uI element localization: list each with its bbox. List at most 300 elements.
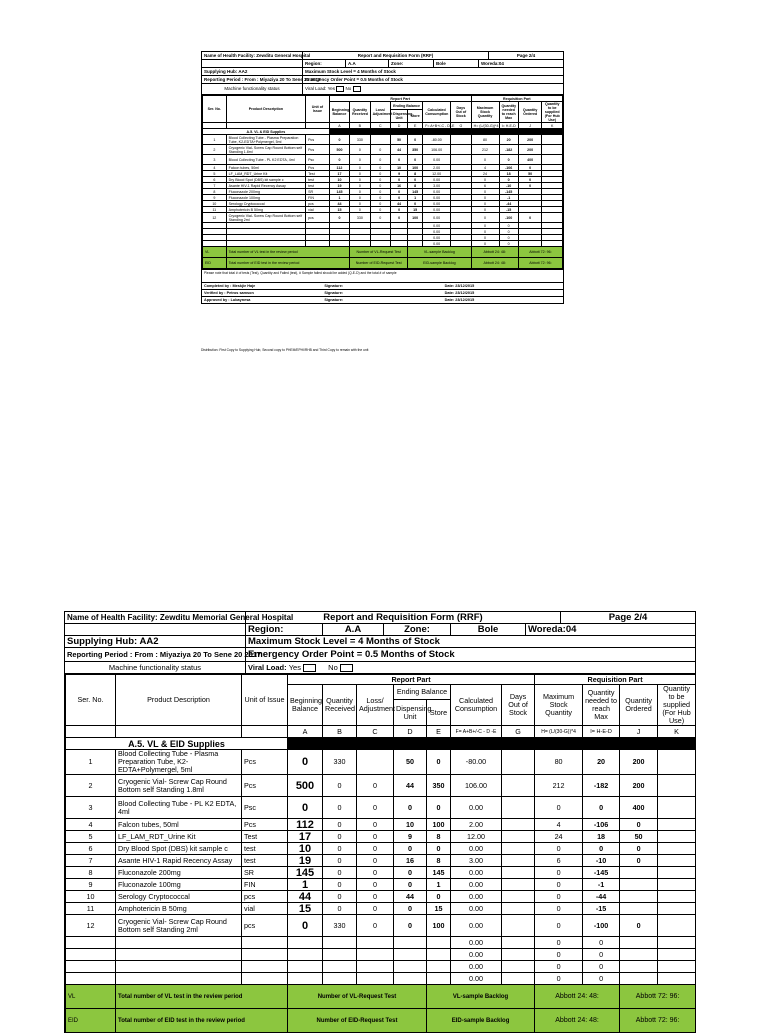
dispensing-unit: 0 xyxy=(394,903,427,915)
maximum-stock-quantity: 0 xyxy=(535,903,583,915)
machine-status-label: Machine functionality status xyxy=(65,662,246,673)
days-out-of-stock xyxy=(502,843,535,855)
yes-label: Yes xyxy=(288,663,301,672)
table-row xyxy=(66,843,696,855)
calculated-consumption: 3.00 xyxy=(423,183,451,189)
quantity-ordered: 0 xyxy=(620,819,658,831)
section-title: A.5. VL & EID Supplies xyxy=(66,738,288,750)
ending-balance: Ending Balance xyxy=(390,102,422,110)
quantity-received: 0 xyxy=(350,195,370,201)
quantity-needed: -106 xyxy=(583,819,620,831)
empty-row xyxy=(66,949,696,961)
maximum-stock-quantity: 0 xyxy=(535,915,583,937)
header-row-period xyxy=(65,648,695,662)
maximum-stock-quantity: 0 xyxy=(535,843,583,855)
days-out-of-stock xyxy=(451,145,471,155)
no-checkbox[interactable] xyxy=(353,86,361,92)
loss-adjustment: 0 xyxy=(357,915,394,937)
requisition-part: Requisition Part xyxy=(535,675,696,685)
dispensing-unit: 0 xyxy=(390,177,407,183)
product-description: Asante HIV-1 Rapid Recency Assay xyxy=(226,183,306,189)
calculated-consumption: 12.00 xyxy=(451,831,502,843)
loss-adjustment: 0 xyxy=(370,207,390,213)
days-out-of-stock xyxy=(502,831,535,843)
maximum-stock-quantity: 0 xyxy=(471,195,499,201)
maximum-stock-quantity: 80 xyxy=(535,750,583,775)
quantity-ordered: 200 xyxy=(518,145,542,155)
product-description: Falcon tubes, 50ml xyxy=(226,165,306,171)
calculated-consumption: 0.00 xyxy=(451,879,502,891)
beginning-balance: 17 xyxy=(288,831,323,843)
unit-of-issue: vial xyxy=(306,207,330,213)
store: 1 xyxy=(408,195,423,201)
unit-of-issue: Test xyxy=(242,831,288,843)
loss-adjustment: 0 xyxy=(370,177,390,183)
beginning-balance: 0 xyxy=(288,797,323,819)
calculated-consumption: -80.00 xyxy=(423,135,451,145)
quantity-supplied xyxy=(542,135,563,145)
yes-checkbox[interactable] xyxy=(336,86,344,92)
product-description: Fluconazole 100mg xyxy=(226,195,306,201)
ser-no: 10 xyxy=(203,201,227,207)
product-description: Asante HIV-1 Rapid Recency Assay xyxy=(116,855,242,867)
region-value: A.A xyxy=(346,60,389,67)
beginning-balance: 145 xyxy=(329,189,349,195)
ser-no: 11 xyxy=(203,207,227,213)
zone-label: Zone: xyxy=(389,60,434,67)
col-unit: Unit of Issue xyxy=(306,96,330,123)
facility-name: Name of Health Facility: Zewditu General Hospital xyxy=(204,53,311,58)
unit-of-issue: pcs xyxy=(242,891,288,903)
quantity-needed: 0 xyxy=(583,973,620,985)
max-stock-level: Maximum Stock Level = 4 Months of Stock xyxy=(248,636,440,647)
table-row xyxy=(66,867,696,879)
reporting-period: Reporting Period : From : Miyaziya 20 To Sene 20 2017 xyxy=(67,650,262,659)
unit-of-issue: FIN xyxy=(306,195,330,201)
quantity-ordered: 50 xyxy=(518,171,542,177)
days-out-of-stock xyxy=(502,915,535,937)
yes-checkbox[interactable] xyxy=(303,664,316,672)
product-description: Amphotericin B 50mg xyxy=(226,207,306,213)
dispensing-unit: 44 xyxy=(390,145,407,155)
beginning-balance: 19 xyxy=(329,183,349,189)
table-row xyxy=(66,750,696,775)
beginning-balance: 0 xyxy=(288,915,323,937)
quantity-ordered xyxy=(620,891,658,903)
page-number: Page 2/4 xyxy=(516,53,536,58)
col-desc: Product Description xyxy=(116,675,242,726)
unit-of-issue: test xyxy=(306,183,330,189)
maximum-stock-quantity: 4 xyxy=(535,819,583,831)
product-description: Cryogenic Vial- Screw Cap Round Bottom self Standing 1.8ml xyxy=(116,775,242,797)
store: 8 xyxy=(427,831,451,843)
form-title: Report and Requisition Form (RRF) xyxy=(303,52,489,59)
quantity-received: 0 xyxy=(323,879,357,891)
header-row-period xyxy=(202,76,563,84)
quantity-needed: 18 xyxy=(499,171,518,177)
quantity-needed: 20 xyxy=(499,135,518,145)
days-out-of-stock xyxy=(502,903,535,915)
table-row xyxy=(66,831,696,843)
dispensing-unit: 9 xyxy=(390,171,407,177)
quantity-received: 0 xyxy=(350,207,370,213)
calculated-consumption: 0.00 xyxy=(423,213,451,223)
quantity-needed: 0 xyxy=(499,155,518,165)
quantity-received: 0 xyxy=(323,843,357,855)
product-description: Fluconazole 200mg xyxy=(116,867,242,879)
quantity-received: 0 xyxy=(350,183,370,189)
beginning-balance: 1 xyxy=(288,879,323,891)
calculated-consumption: 0.00 xyxy=(423,201,451,207)
ser-no: 10 xyxy=(66,891,116,903)
loss-adjustment xyxy=(357,750,394,775)
unit-of-issue: test xyxy=(242,855,288,867)
ser-no: 12 xyxy=(203,213,227,223)
quantity-received: 0 xyxy=(323,891,357,903)
ser-no: 7 xyxy=(66,855,116,867)
quantity-received: 0 xyxy=(350,171,370,177)
table-row xyxy=(66,891,696,903)
beginning-balance: 500 xyxy=(329,145,349,155)
store: 0 xyxy=(427,843,451,855)
dispensing-unit: 16 xyxy=(390,183,407,189)
empty-row xyxy=(66,937,696,949)
unit-of-issue: Pcs xyxy=(306,165,330,171)
header-row-title xyxy=(65,612,695,624)
quantity-ordered: 0 xyxy=(620,843,658,855)
ser-no: 1 xyxy=(203,135,227,145)
ser-no: 7 xyxy=(203,183,227,189)
store: 15 xyxy=(408,207,423,213)
supplies-table-small: Ser. No. Product Description Unit of Issue Report Part Requisition Part Beginning Balance Quantity Received Loss/ Adjustment Ending Balance Calculated Consumption Days Out of Stock Maximum Stock Quantity Quantity needed to reach Max Quantity Ordered Quantity to be supplied (For Hub Use) Dispensing Unit Store A B C D E F= A+B+/-C - D -E G H= (L/(30-G))*4 I= H-E-D J K A.5. VL & EID Supplies 1 Blood Collecting Tube - Plasma Preparation Tube, K2-EDTA+Polymergel, 5ml Pcs 0 330 50 0 -80.00 80 20 200 2 Cryogenic Vial- Screw Cap Round Bottom self Standing 1.8ml Pcs 500 0 0 44 350 106.00 212 -182 200 3 Blood Collecting Tube - PL K2 EDTA, 4ml Psc 0 0 0 0 0 0.00 0 0 400 4 Falcon tubes, 50ml Pcs 112 0 0 10 100 2.00 4 -106 0 5 LF_LAM_RDT_Urine Kit Test 17 0 0 9 8 12.00 24 18 50 6 Dry Blood Spot (DBS) kit sample c test 10 0 0 0 0 0.00 0 0 0 7 Asante HIV-1 Rapid Recency Assay test 19 0 0 16 8 3.00 6 -10 0 8 Fluconazole 200mg SR 145 0 0 0 145 0.00 0 -145 9 Fluconazole 100mg FIN 1 0 0 0 1 0.00 0 -1 10 Serology Cryptococcal pcs 44 0 0 44 0 0.00 0 -44 11 Amphotericin B 50mg vial 15 0 0 0 15 0.00 0 -15 12 Cryogenic Vial- Screw Cap Round Bottom self Standing 2ml pcs 0 330 0 0 100 0.00 0 -100 0 0.00 0 0 0.00 0 0 0.00 0 0 0.00 0 0 VL Total number of VL test in the review period Number of VL-Request Test VL-sample Backlog Abbott 24: 48: Abbott 72: 96: EID Total number of EID test in the review period Number of EID-Request Test EID-sample Backlog Abbott 24: 48: Abbott 72: 96: xyxy=(202,95,563,269)
calculated-consumption: 0.00 xyxy=(423,195,451,201)
quantity-needed: 20 xyxy=(583,750,620,775)
loss-adjustment: 0 xyxy=(370,183,390,189)
beginning-balance: 0 xyxy=(329,155,349,165)
calculated-consumption: 0.00 xyxy=(451,915,502,937)
calculated-consumption: 0.00 xyxy=(451,937,502,949)
quantity-needed: -44 xyxy=(583,891,620,903)
quantity-needed: 0 xyxy=(583,937,620,949)
quantity-received: 330 xyxy=(323,915,357,937)
quantity-supplied xyxy=(542,145,563,155)
quantity-supplied xyxy=(542,213,563,223)
loss-adjustment: 0 xyxy=(370,155,390,165)
days-out-of-stock xyxy=(502,775,535,797)
calculated-consumption: 0.00 xyxy=(451,843,502,855)
quantity-needed: -1 xyxy=(499,195,518,201)
calculated-consumption: 0.00 xyxy=(423,207,451,213)
calculated-consumption: 2.00 xyxy=(451,819,502,831)
ser-no: 9 xyxy=(203,195,227,201)
yes-label: Yes xyxy=(327,86,335,91)
ending-balance: Ending Balance xyxy=(394,685,451,700)
max-stock-level: Maximum Stock Level = 4 Months of Stock xyxy=(305,69,396,74)
dispensing-unit: 0 xyxy=(394,797,427,819)
quantity-received: 0 xyxy=(323,775,357,797)
quantity-ordered: 0 xyxy=(620,855,658,867)
beginning-balance: 10 xyxy=(329,177,349,183)
eid-footer-row: EID Total number of EID test in the review period Number of EID-Request Test EID-sample Backlog Abbott 24: 48: Abbott 72: 96: xyxy=(203,258,563,269)
maximum-stock-quantity: 4 xyxy=(471,165,499,171)
store: 100 xyxy=(427,915,451,937)
beginning-balance: 0 xyxy=(329,213,349,223)
calculated-consumption: 0.00 xyxy=(423,241,451,247)
quantity-supplied xyxy=(658,775,696,797)
ser-no: 9 xyxy=(66,879,116,891)
dispensing-unit: 16 xyxy=(394,855,427,867)
quantity-ordered: 0 xyxy=(518,183,542,189)
page-number: Page 2/4 xyxy=(608,612,648,623)
section-title: A.5. VL & EID Supplies xyxy=(203,129,330,135)
col-ser: Ser. No. xyxy=(203,96,227,123)
emergency-order-point: Emergency Order Point = 0.5 Months of Stock xyxy=(305,77,403,82)
rrf-form-large xyxy=(64,611,696,1033)
product-description: Cryogenic Vial- Screw Cap Round Bottom self Standing 1.8ml xyxy=(226,145,306,155)
dispensing-unit: 44 xyxy=(394,891,427,903)
beginning-balance: 44 xyxy=(288,891,323,903)
beginning-balance: 112 xyxy=(329,165,349,171)
calculated-consumption: 0.00 xyxy=(451,891,502,903)
maximum-stock-quantity: 0 xyxy=(471,155,499,165)
beginning-balance: 44 xyxy=(329,201,349,207)
beginning-balance: 15 xyxy=(288,903,323,915)
supplying-hub: Supplying Hub: AA2 xyxy=(202,68,303,75)
ser-no: 3 xyxy=(203,155,227,165)
beginning-balance: 0 xyxy=(288,750,323,775)
product-description: Fluconazole 100mg xyxy=(116,879,242,891)
region-value: A.A xyxy=(323,624,384,635)
report-part: Report Part xyxy=(329,96,471,102)
supplies-table-large: Ser. No. Product Description Unit of Issue Report Part Requisition Part Beginning Balance Quantity Received Loss/ Adjustment Ending Balance Calculated Consumption Days Out of Stock Maximum Stock Quantity Quantity needed to reach Max Quantity Ordered Quantity to be supplied (For Hub Use) Dispensing Unit Store A B C D E F= A+B+/-C - D -E G H= (L/(30-G))*4 I= H-E-D J K A.5. VL & EID Supplies 1 Blood Collecting Tube - Plasma Preparation Tube, K2-EDTA+Polymergel, 5ml Pcs 0 330 50 0 -80.00 80 20 200 2 Cryogenic Vial- Screw Cap Round Bottom self Standing 1.8ml Pcs 500 0 0 44 350 106.00 212 -182 200 3 Blood Collecting Tube - PL K2 EDTA, 4ml Psc 0 0 0 0 0 0.00 0 0 400 4 Falcon tubes, 50ml Pcs 112 0 0 10 100 2.00 4 -106 0 5 LF_LAM_RDT_Urine Kit Test 17 0 0 9 8 12.00 24 18 50 6 Dry Blood Spot (DBS) kit sample c test 10 0 0 0 0 0.00 0 0 0 7 Asante HIV-1 Rapid Recency Assay test 19 0 0 16 8 3.00 6 -10 0 8 Fluconazole 200mg SR 145 0 0 0 145 0.00 0 -145 9 Fluconazole 100mg FIN 1 0 0 0 1 0.00 0 -1 10 Serology Cryptococcal pcs 44 0 0 44 0 0.00 0 -44 11 Amphotericin B 50mg vial 15 0 0 0 15 0.00 0 -15 12 Cryogenic Vial- Screw Cap Round Bottom self Standing 2ml pcs 0 330 0 0 100 0.00 0 -100 0 0.00 0 0 0.00 0 0 0.00 0 0 0.00 0 0 VL Total number of VL test in the review period Number of VL-Request Test VL-sample Backlog Abbott 24: 48: Abbott 72: 96: EID Total number of EID test in the review period Number of EID-Request Test EID-sample Backlog Abbott 24: 48: Abbott 72: 96: xyxy=(65,674,696,1033)
quantity-received: 0 xyxy=(350,189,370,195)
no-checkbox[interactable] xyxy=(340,664,353,672)
quantity-needed: -15 xyxy=(499,207,518,213)
loss-adjustment: 0 xyxy=(370,171,390,177)
quantity-ordered xyxy=(620,879,658,891)
loss-adjustment: 0 xyxy=(357,775,394,797)
requisition-part: Requisition Part xyxy=(471,96,562,102)
store: 145 xyxy=(408,189,423,195)
col-unit: Unit of Issue xyxy=(242,675,288,726)
quantity-received: 0 xyxy=(350,177,370,183)
ser-no: 4 xyxy=(203,165,227,171)
loss-adjustment: 0 xyxy=(370,145,390,155)
quantity-needed: -44 xyxy=(499,201,518,207)
calculated-consumption: 3.00 xyxy=(451,855,502,867)
maximum-stock-quantity: 0 xyxy=(471,207,499,213)
unit-of-issue: Pcs xyxy=(242,819,288,831)
maximum-stock-quantity: 0 xyxy=(471,177,499,183)
store: 8 xyxy=(427,855,451,867)
verified-row: Verified by : Petros samson Signature: Date: 23/12/2015 xyxy=(202,289,563,296)
unit-of-issue: test xyxy=(242,843,288,855)
store: 15 xyxy=(427,903,451,915)
quantity-needed: -10 xyxy=(583,855,620,867)
dispensing-unit: 0 xyxy=(394,879,427,891)
calculated-consumption: 12.00 xyxy=(423,171,451,177)
quantity-supplied xyxy=(658,879,696,891)
loss-adjustment: 0 xyxy=(357,797,394,819)
quantity-ordered: 0 xyxy=(620,915,658,937)
woreda: Woreda:04 xyxy=(528,624,577,635)
unit-of-issue: Test xyxy=(306,171,330,177)
maximum-stock-quantity: 0 xyxy=(535,961,583,973)
quantity-supplied xyxy=(542,155,563,165)
dispensing-unit: 0 xyxy=(390,195,407,201)
unit-of-issue: vial xyxy=(242,903,288,915)
quantity-needed: 0 xyxy=(583,949,620,961)
quantity-supplied xyxy=(658,831,696,843)
vl-footer-row: VL Total number of VL test in the review period Number of VL-Request Test VL-sample Backlog Abbott 24: 48: Abbott 72: 96: xyxy=(66,985,696,1009)
product-description: Dry Blood Spot (DBS) kit sample c xyxy=(116,843,242,855)
loss-adjustment: 0 xyxy=(370,213,390,223)
header-row-region xyxy=(202,60,563,68)
store: 8 xyxy=(408,183,423,189)
beginning-balance: 112 xyxy=(288,819,323,831)
quantity-supplied xyxy=(658,915,696,937)
unit-of-issue: pcs xyxy=(306,201,330,207)
store: 145 xyxy=(427,867,451,879)
quantity-supplied xyxy=(658,797,696,819)
loss-adjustment: 0 xyxy=(370,201,390,207)
header-row-hub xyxy=(65,636,695,648)
store: 100 xyxy=(408,165,423,171)
quantity-received: 0 xyxy=(323,903,357,915)
product-description: Cryogenic Vial- Screw Cap Round Bottom self Standing 2ml xyxy=(116,915,242,937)
quantity-ordered: 50 xyxy=(620,831,658,843)
table-row xyxy=(66,903,696,915)
maximum-stock-quantity: 24 xyxy=(535,831,583,843)
store: 0 xyxy=(427,797,451,819)
store: 350 xyxy=(427,775,451,797)
maximum-stock-quantity: 0 xyxy=(471,223,499,229)
ser-no: 6 xyxy=(66,843,116,855)
quantity-ordered: 200 xyxy=(620,775,658,797)
ser-no: 1 xyxy=(66,750,116,775)
calculated-consumption: 0.00 xyxy=(423,229,451,235)
dispensing-unit: 0 xyxy=(390,155,407,165)
store: 350 xyxy=(408,145,423,155)
loss-adjustment: 0 xyxy=(357,843,394,855)
calculated-consumption: 0.00 xyxy=(451,961,502,973)
ser-no: 2 xyxy=(66,775,116,797)
quantity-received: 0 xyxy=(323,819,357,831)
quantity-ordered: 400 xyxy=(620,797,658,819)
unit-of-issue: pcs xyxy=(242,915,288,937)
quantity-needed: -182 xyxy=(583,775,620,797)
days-out-of-stock xyxy=(502,750,535,775)
days-out-of-stock xyxy=(502,891,535,903)
quantity-received: 0 xyxy=(323,831,357,843)
quantity-needed: -1 xyxy=(583,879,620,891)
maximum-stock-quantity: 0 xyxy=(535,973,583,985)
loss-adjustment: 0 xyxy=(357,867,394,879)
product-description: Serology Cryptococcal xyxy=(116,891,242,903)
quantity-received: 330 xyxy=(350,135,370,145)
maximum-stock-quantity: 0 xyxy=(535,949,583,961)
col-ser: Ser. No. xyxy=(66,675,116,726)
form-title: Report and Requisition Form (RRF) xyxy=(246,612,561,623)
product-description: Serology Cryptococcal xyxy=(226,201,306,207)
beginning-balance: 17 xyxy=(329,171,349,177)
dispensing-unit: 0 xyxy=(394,843,427,855)
quantity-needed: -182 xyxy=(499,145,518,155)
quantity-ordered xyxy=(620,867,658,879)
calculated-consumption: 0.00 xyxy=(451,949,502,961)
quantity-supplied xyxy=(658,855,696,867)
product-description: Blood Collecting Tube - PL K2 EDTA, 4ml xyxy=(226,155,306,165)
unit-of-issue: test xyxy=(306,177,330,183)
maximum-stock-quantity: 0 xyxy=(471,213,499,223)
days-out-of-stock xyxy=(502,879,535,891)
empty-row xyxy=(66,961,696,973)
quantity-received: 0 xyxy=(350,155,370,165)
quantity-needed: -145 xyxy=(499,189,518,195)
maximum-stock-quantity: 212 xyxy=(535,775,583,797)
loss-adjustment: 0 xyxy=(357,903,394,915)
unit-of-issue: Pcs xyxy=(306,145,330,155)
calculated-consumption: 0.00 xyxy=(451,973,502,985)
ser-no: 5 xyxy=(203,171,227,177)
calculated-consumption: 0.00 xyxy=(423,235,451,241)
letter-row: A B C D E F= A+B+/-C - D -E G H= (L/(30-G))*4 I= H-E-D J K xyxy=(203,123,563,129)
loss-adjustment: 0 xyxy=(357,831,394,843)
maximum-stock-quantity: 0 xyxy=(535,797,583,819)
product-description: Cryogenic Vial- Screw Cap Round Bottom self Standing 2ml xyxy=(226,213,306,223)
quantity-ordered xyxy=(620,903,658,915)
quantity-needed: 0 xyxy=(499,229,518,235)
quantity-ordered: 0 xyxy=(518,213,542,223)
quantity-needed: 0 xyxy=(583,961,620,973)
unit-of-issue: Pcs xyxy=(242,750,288,775)
store: 8 xyxy=(408,171,423,177)
quantity-received: 0 xyxy=(350,165,370,171)
unit-of-issue: Psc xyxy=(306,155,330,165)
ser-no: 5 xyxy=(66,831,116,843)
table-row xyxy=(203,145,563,155)
beginning-balance: 15 xyxy=(329,207,349,213)
quantity-supplied xyxy=(658,843,696,855)
woreda: Woreda:04 xyxy=(481,61,504,66)
dispensing-unit: 9 xyxy=(394,831,427,843)
quantity-received: 330 xyxy=(350,213,370,223)
dispensing-unit: 10 xyxy=(394,819,427,831)
days-out-of-stock xyxy=(502,855,535,867)
quantity-needed: -10 xyxy=(499,183,518,189)
machine-status-row xyxy=(202,84,563,95)
table-row xyxy=(66,879,696,891)
loss-adjustment: 0 xyxy=(357,879,394,891)
loss-adjustment: 0 xyxy=(370,165,390,171)
header-row-region xyxy=(65,624,695,636)
header-row-title xyxy=(202,52,563,60)
table-row xyxy=(203,155,563,165)
unit-of-issue: SR xyxy=(242,867,288,879)
supplying-hub: Supplying Hub: AA2 xyxy=(65,636,246,647)
maximum-stock-quantity: 0 xyxy=(471,229,499,235)
table-row xyxy=(203,213,563,223)
ser-no: 6 xyxy=(203,177,227,183)
store: 100 xyxy=(408,213,423,223)
calculated-consumption: -80.00 xyxy=(451,750,502,775)
days-out-of-stock xyxy=(451,135,471,145)
calculated-consumption: 2.00 xyxy=(423,165,451,171)
unit-of-issue: Psc xyxy=(242,797,288,819)
maximum-stock-quantity: 0 xyxy=(471,201,499,207)
distribution-note: Distribution: First Copy to Supplying Hub, Second copy to PHEM/EPHI/RHB and Third Copy to remain with the unit xyxy=(201,348,369,352)
maximum-stock-quantity: 0 xyxy=(535,891,583,903)
